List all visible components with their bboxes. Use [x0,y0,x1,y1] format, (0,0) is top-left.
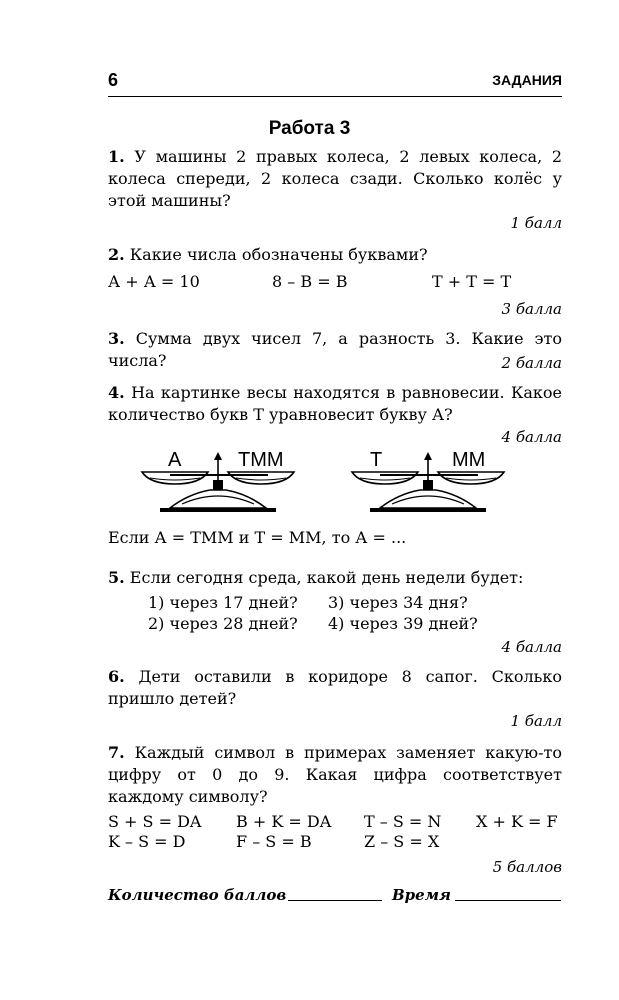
balance-scales-illustration [130,446,510,518]
balance-scale-right [352,449,504,512]
footer-time-label: Время [392,886,451,904]
question-number: 4. [108,383,125,402]
scale2-right-label: ММ [452,449,486,471]
option-2: 2) через 28 дней? [148,614,298,633]
question-4 [108,382,562,426]
question-text: Сумма двух чисел 7, а разность 3. Какие это числа? [108,329,562,370]
score-5: 4 балла [501,638,562,656]
question-number: 3. [108,329,125,348]
equation-3: Т + Т = Т [432,272,512,291]
score-3: 2 балла [501,354,562,372]
example-s-s: S + S = DA [108,812,202,831]
score-7: 5 баллов [492,858,562,876]
equation-1: А + А = 10 [108,272,200,291]
option-3: 3) через 34 дня? [328,593,468,612]
question-5 [108,567,562,589]
points-blank-line [288,886,382,901]
example-z-s: Z – S = X [364,832,440,851]
question-number: 7. [108,743,125,762]
question-6 [108,666,562,710]
option-1: 1) через 17 дней? [148,593,298,612]
question-4-answer-line: Если А = ТММ и Т = ММ, то А = ... [108,528,407,547]
header-rule [108,96,562,97]
example-b-k: B + K = DA [236,812,332,831]
score-4: 4 балла [501,428,562,446]
question-text: Каждый символ в примерах заменяет какую-то цифру от 0 до 9. Какая цифра соответствует каждому символу? [108,743,562,806]
time-blank-line [455,886,561,901]
example-x-k: X + K = F [476,812,558,831]
question-1 [108,146,562,212]
question-text: Какие числа обозначены буквами? [129,245,428,264]
score-2: 3 балла [501,300,562,318]
question-number: 5. [108,568,125,587]
score-6: 1 балл [510,712,562,730]
question-text: Если сегодня среда, какой день недели будет: [129,568,524,587]
page-title: Работа 3 [268,118,351,139]
scale2-left-label: Т [370,449,383,471]
question-text: Дети оставили в коридоре 8 сапог. Сколько пришло детей? [108,667,562,708]
footer-points-label: Количество баллов [108,886,287,904]
question-2 [108,244,562,266]
question-text: У машины 2 правых колеса, 2 левых колеса, 2 колеса спереди, 2 колеса сзади. Сколько колёс у этой машины? [108,147,562,210]
question-number: 6. [108,667,125,686]
question-3 [108,328,562,372]
score-1: 1 балл [510,214,562,232]
example-k-s: K – S = D [108,832,186,851]
scale1-left-label: А [168,449,182,471]
equation-2: 8 – В = В [272,272,348,291]
scale1-right-label: ТММ [238,449,284,471]
question-number: 1. [108,147,125,166]
page-number: 6 [108,70,119,90]
section-header: ЗАДАНИЯ [492,72,562,88]
question-number: 2. [108,245,125,264]
balance-scale-left [142,449,294,512]
example-f-s: F – S = B [236,832,312,851]
question-7 [108,742,562,808]
option-4: 4) через 39 дней? [328,614,478,633]
question-text: На картинке весы находятся в равновесии. Какое количество букв Т уравновесит букву А? [108,383,562,424]
example-t-s: T – S = N [364,812,442,831]
